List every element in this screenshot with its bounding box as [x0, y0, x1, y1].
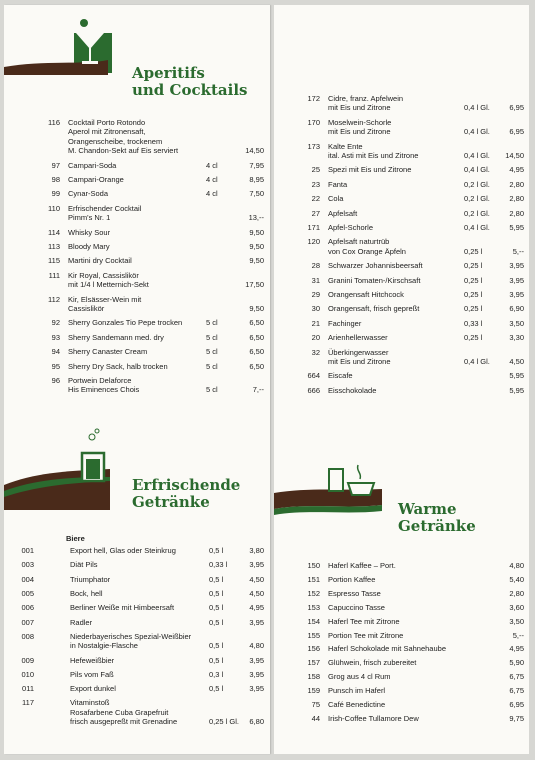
item-quantity: 5 cl	[206, 332, 218, 342]
item-name: Orangensaft Hitchcock	[328, 290, 404, 299]
item-price: 13,--	[248, 213, 264, 223]
item-price: 6,50	[249, 318, 264, 328]
menu-item	[294, 631, 524, 640]
item-number: 154	[307, 616, 320, 626]
item-name: Apfel-Schorle	[328, 223, 374, 232]
item-name: Diät Pils	[70, 560, 98, 570]
item-price: 4,95	[249, 603, 264, 613]
item-price: 4,80	[249, 641, 264, 651]
item-number: 152	[307, 588, 320, 598]
item-quantity: 0,4 l Gl.	[464, 150, 490, 160]
item-name: Portion Tee mit Zitrone	[328, 630, 404, 640]
item-quantity: 0,25 l	[464, 246, 483, 256]
menu-item	[34, 347, 264, 356]
item-number: 001	[21, 546, 34, 555]
item-price: 2,80	[509, 179, 524, 189]
menu-item	[294, 276, 524, 285]
item-price: 9,50	[249, 303, 264, 313]
item-number: 28	[311, 261, 320, 271]
item-name: Bloody Mary	[68, 242, 110, 251]
item-name: Whisky Sour	[68, 227, 111, 237]
menu-item	[294, 194, 524, 203]
item-price: 4,50	[509, 356, 524, 366]
item-name: Export hell, Glas oder Steinkrug	[70, 546, 176, 555]
item-number: 29	[311, 290, 320, 299]
item-price: 6,50	[249, 332, 264, 342]
item-number: 93	[51, 332, 60, 342]
item-number: 120	[307, 237, 320, 247]
item-number: 159	[307, 686, 320, 696]
menu-item	[8, 656, 264, 665]
item-name: Kir Royal, Cassislikör mit 1/4 l Metternich-Sekt	[68, 270, 149, 290]
menu-item	[294, 237, 524, 256]
item-price: 2,80	[509, 208, 524, 218]
item-price: 4,50	[249, 588, 264, 598]
item-name: Triumphator	[70, 574, 111, 584]
item-number: 005	[21, 588, 34, 598]
item-number: 115	[48, 256, 60, 266]
item-name: Cocktail Porto Rotondo Aperol mit Zitronensaft, Orangenscheibe, trockenem M. Chandon-Sekt auf Eis serviert	[68, 118, 179, 156]
item-number: 44	[311, 713, 320, 723]
item-price: 14,50	[245, 146, 264, 156]
item-price: 5,95	[509, 223, 524, 232]
item-name: Apfelsaft naturtrüb von Cox Orange Äpfeln	[328, 237, 406, 256]
item-quantity: 0,5 l	[209, 588, 224, 598]
menu-item	[34, 161, 264, 170]
item-number: 173	[307, 141, 320, 151]
item-quantity: 0,25 l	[464, 304, 483, 314]
item-price: 3,95	[509, 290, 524, 299]
menu-item	[8, 670, 264, 679]
item-price: 3,95	[249, 560, 264, 570]
item-number: 150	[307, 561, 320, 570]
item-name: Erfrischender Cocktail Pimm's Nr. 1	[68, 203, 142, 223]
item-name: Granini Tomaten-/Kirschsaft	[328, 275, 421, 285]
item-name: Export dunkel	[70, 684, 116, 694]
item-name: Capuccino Tasse	[328, 602, 385, 612]
item-name: Schwarzer Johannisbeersaft	[328, 261, 423, 271]
item-number: 95	[51, 361, 60, 371]
menu-item	[294, 672, 524, 681]
item-name: Kir, Elsässer-Wein mit Cassislikör	[68, 294, 142, 313]
item-quantity: 0,2 l Gl.	[464, 208, 490, 218]
item-price: 7,95	[249, 160, 264, 170]
item-name: Berliner Weiße mit Himbeersaft	[70, 603, 175, 613]
item-name: Sherry Gonzales Tio Pepe trocken	[68, 318, 183, 328]
item-name: Sherry Sandemann med. dry	[68, 332, 164, 342]
item-number: 94	[51, 347, 60, 357]
item-quantity: 0,4 l Gl.	[464, 103, 490, 113]
menu-item	[294, 617, 524, 626]
item-number: 23	[311, 179, 320, 189]
item-number: 116	[48, 118, 60, 127]
item-name: Haferl Kaffee – Port.	[328, 561, 396, 570]
item-name: Bock, hell	[70, 588, 103, 598]
item-name: Campari-Orange	[68, 175, 124, 184]
item-price: 9,50	[249, 227, 264, 237]
menu-item	[294, 700, 524, 709]
item-quantity: 0,33 l	[464, 318, 483, 328]
menu-item	[294, 261, 524, 270]
item-quantity: 0,25 l Gl.	[209, 717, 240, 727]
item-number: 010	[21, 669, 34, 679]
item-price: 8,95	[249, 175, 264, 184]
item-number: 97	[51, 160, 60, 170]
item-name: Café Benedictine	[328, 700, 386, 709]
item-name: Punsch im Haferl	[328, 686, 386, 696]
item-price: 6,75	[509, 672, 524, 682]
item-number: 30	[311, 304, 320, 314]
menu-item	[294, 180, 524, 189]
menu-item	[294, 561, 524, 570]
item-name: Glühwein, frisch zubereitet	[328, 658, 417, 668]
item-price: 6,95	[509, 103, 524, 113]
item-price: 3,50	[509, 616, 524, 626]
item-quantity: 0,4 l Gl.	[464, 356, 490, 366]
menu-item	[34, 189, 264, 198]
menu-item	[294, 589, 524, 598]
item-number: 22	[311, 194, 320, 204]
item-number: 99	[51, 189, 60, 199]
item-number: 011	[22, 684, 34, 694]
menu-item	[34, 271, 264, 290]
item-number: 31	[311, 275, 320, 285]
item-name: Moselwein-Schorle mit Eis und Zitrone	[328, 117, 392, 137]
item-price: 3,95	[249, 655, 264, 665]
item-number: 27	[311, 208, 320, 218]
item-number: 155	[307, 630, 320, 640]
item-price: 4,95	[509, 644, 524, 654]
item-number: 664	[307, 371, 320, 381]
item-price: 5,95	[509, 371, 524, 381]
item-number: 157	[307, 658, 320, 668]
erfrischende-heading: Erfrischende Getränke	[132, 476, 241, 511]
menu-item	[34, 118, 264, 156]
item-price: 4,95	[509, 165, 524, 175]
menu-item	[294, 386, 524, 395]
item-name: Haferl Schokolade mit Sahnehaube	[328, 644, 446, 654]
item-number: 153	[307, 602, 320, 612]
item-quantity: 0,5 l	[209, 641, 224, 651]
menu-item	[294, 371, 524, 380]
item-price: 6,50	[249, 361, 264, 371]
menu-item	[34, 204, 264, 223]
item-price: 3,95	[249, 669, 264, 679]
menu-item	[34, 318, 264, 327]
menu-item	[294, 304, 524, 313]
menu-item	[294, 714, 524, 723]
item-price: 2,80	[509, 588, 524, 598]
item-number: 003	[21, 560, 34, 570]
menu-item	[8, 546, 264, 555]
item-quantity: 0,4 l Gl.	[464, 223, 490, 232]
item-price: 6,95	[509, 127, 524, 137]
item-price: 6,50	[249, 347, 264, 357]
item-name: Hefeweißbier	[70, 655, 115, 665]
cocktail-logo-icon	[4, 15, 144, 75]
item-number: 170	[307, 117, 320, 127]
menu-item	[294, 165, 524, 174]
item-quantity: 5 cl	[206, 347, 218, 357]
item-quantity: 0,5 l	[209, 684, 224, 694]
item-quantity: 0,4 l Gl.	[464, 127, 490, 137]
item-name: Espresso Tasse	[328, 588, 381, 598]
item-name: Spezi mit Eis und Zitrone	[328, 165, 412, 175]
menu-item	[294, 658, 524, 667]
item-number: 98	[51, 175, 60, 184]
item-name: Portion Kaffee	[328, 574, 376, 584]
menu-item	[294, 223, 524, 232]
menu-item	[34, 362, 264, 371]
menu-item	[294, 319, 524, 328]
item-name: Cynar-Soda	[68, 189, 109, 199]
item-name: Orangensaft, frisch gepreßt	[328, 304, 420, 314]
item-price: 2,80	[509, 194, 524, 204]
biere-subheading: Biere	[66, 534, 85, 543]
menu-item	[294, 644, 524, 653]
item-quantity: 0,5 l	[209, 603, 224, 613]
item-number: 156	[307, 644, 320, 654]
item-number: 112	[48, 294, 60, 304]
item-number: 666	[307, 385, 320, 395]
menu-item	[8, 684, 264, 693]
item-name: Kalte Ente ital. Asti mit Eis und Zitrone	[328, 141, 419, 160]
aperitifs-heading: Aperitifs und Cocktails	[132, 64, 248, 99]
item-name: Eisschokolade	[328, 385, 377, 395]
menu-item	[34, 376, 264, 395]
item-quantity: 0,5 l	[209, 546, 224, 555]
item-number: 007	[21, 617, 34, 627]
item-number: 111	[48, 270, 60, 280]
item-price: 3,80	[249, 546, 264, 555]
item-name: Radler	[70, 617, 93, 627]
menu-item	[294, 118, 524, 137]
item-number: 20	[311, 333, 320, 343]
item-quantity: 0,25 l	[464, 275, 483, 285]
item-number: 004	[21, 574, 34, 584]
item-name: Pils vom Faß	[70, 669, 114, 679]
item-price: 17,50	[245, 280, 264, 290]
item-price: 3,95	[249, 684, 264, 694]
item-name: Sherry Canaster Cream	[68, 347, 148, 357]
item-price: 9,50	[249, 256, 264, 266]
item-name: Überkingerwasser mit Eis und Zitrone	[328, 347, 391, 366]
menu-item	[8, 632, 264, 651]
item-name: Vitaminstoß Rosafarbene Cuba Grapefruit frisch ausgepreßt mit Grenadine	[70, 698, 178, 727]
item-number: 32	[311, 347, 320, 357]
menu-item	[294, 603, 524, 612]
item-name: Martini dry Cocktail	[68, 256, 132, 266]
item-price: 7,50	[249, 189, 264, 199]
item-quantity: 0,25 l	[464, 261, 483, 271]
item-price: 14,50	[505, 150, 524, 160]
menu-item	[34, 242, 264, 251]
item-number: 114	[48, 227, 60, 237]
menu-item	[34, 295, 264, 314]
item-number: 96	[51, 376, 60, 385]
menu-item	[34, 228, 264, 237]
item-price: 3,95	[509, 261, 524, 271]
item-name: Arienhellerwasser	[328, 333, 388, 343]
item-quantity: 0,5 l	[209, 617, 224, 627]
item-quantity: 0,25 l	[464, 333, 483, 343]
item-number: 009	[21, 655, 34, 665]
item-quantity: 0,2 l Gl.	[464, 194, 490, 204]
item-number: 172	[307, 94, 320, 103]
item-price: 3,95	[509, 275, 524, 285]
item-name: Irish-Coffee Tullamore Dew	[328, 713, 419, 723]
item-price: 3,30	[509, 333, 524, 343]
item-price: 9,75	[509, 713, 524, 723]
coffee-cup-logo-icon	[274, 453, 394, 538]
item-price: 5,95	[509, 385, 524, 395]
item-quantity: 0,3 l	[209, 669, 224, 679]
item-quantity: 0,5 l	[209, 574, 224, 584]
item-quantity: 0,2 l Gl.	[464, 179, 490, 189]
item-price: 6,95	[509, 700, 524, 709]
item-number: 158	[307, 672, 320, 682]
item-number: 110	[48, 203, 60, 213]
item-price: 5,--	[512, 246, 524, 256]
item-price: 6,90	[509, 304, 524, 314]
item-quantity: 5 cl	[206, 361, 218, 371]
item-price: 5,90	[509, 658, 524, 668]
item-price: 5,--	[512, 630, 524, 640]
item-number: 006	[21, 603, 34, 613]
item-number: 113	[48, 242, 60, 251]
item-name: Sherry Dry Sack, halb trocken	[68, 361, 168, 371]
item-name: Cidre, franz. Apfelwein mit Eis und Zitrone	[328, 94, 404, 113]
item-price: 3,60	[509, 602, 524, 612]
item-quantity: 4 cl	[206, 160, 218, 170]
item-number: 117	[22, 698, 34, 708]
item-number: 92	[51, 318, 60, 328]
menu-item	[294, 209, 524, 218]
item-quantity: 0,25 l	[464, 290, 483, 299]
menu-item	[294, 333, 524, 342]
item-name: Eiscafe	[328, 371, 353, 381]
menu-item	[294, 348, 524, 367]
menu-item	[8, 560, 264, 569]
item-quantity: 0,5 l	[209, 655, 224, 665]
item-name: Cola	[328, 194, 344, 204]
item-name: Grog aus 4 cl Rum	[328, 672, 391, 682]
item-quantity: 0,33 l	[209, 560, 228, 570]
item-price: 3,95	[249, 617, 264, 627]
item-number: 171	[307, 223, 320, 232]
menu-item	[34, 175, 264, 184]
item-name: Portwein Delaforce His Eminences Chois	[68, 376, 140, 395]
item-price: 5,40	[509, 574, 524, 584]
item-number: 21	[311, 318, 320, 328]
item-price: 6,80	[249, 717, 264, 727]
item-quantity: 5 cl	[206, 318, 218, 328]
item-name: Campari-Soda	[68, 160, 117, 170]
menu-item	[8, 603, 264, 612]
item-quantity: 0,4 l Gl.	[464, 165, 490, 175]
menu-item	[34, 256, 264, 265]
menu-item	[8, 698, 264, 726]
beer-glass-logo-icon	[4, 425, 124, 510]
warme-heading: Warme Getränke	[398, 500, 476, 535]
menu-item	[294, 94, 524, 113]
item-name: Fachinger	[328, 318, 362, 328]
item-quantity: 4 cl	[206, 189, 218, 199]
item-name: Haferl Tee mit Zitrone	[328, 616, 400, 626]
menu-item	[294, 686, 524, 695]
item-number: 008	[21, 631, 34, 641]
menu-item	[294, 290, 524, 299]
menu-item	[294, 142, 524, 161]
menu-item	[8, 575, 264, 584]
item-price: 3,50	[509, 318, 524, 328]
item-price: 6,75	[509, 686, 524, 696]
item-name: Apfelsaft	[328, 208, 358, 218]
item-price: 7,--	[252, 385, 264, 395]
item-name: Fanta	[328, 179, 348, 189]
menu-page-left	[4, 5, 270, 754]
item-number: 25	[311, 165, 320, 175]
menu-item	[34, 333, 264, 342]
item-price: 4,50	[249, 574, 264, 584]
menu-item	[8, 618, 264, 627]
item-price: 4,80	[509, 561, 524, 570]
item-price: 9,50	[249, 242, 264, 251]
menu-page-right	[274, 5, 529, 754]
item-quantity: 4 cl	[206, 175, 218, 184]
item-number: 151	[307, 574, 320, 584]
item-name: Niederbayerisches Spezial-Weißbier in Nostalgie-Flasche	[70, 631, 192, 651]
item-quantity: 5 cl	[206, 385, 218, 395]
menu-item	[294, 575, 524, 584]
menu-item	[8, 589, 264, 598]
item-number: 75	[311, 700, 320, 709]
